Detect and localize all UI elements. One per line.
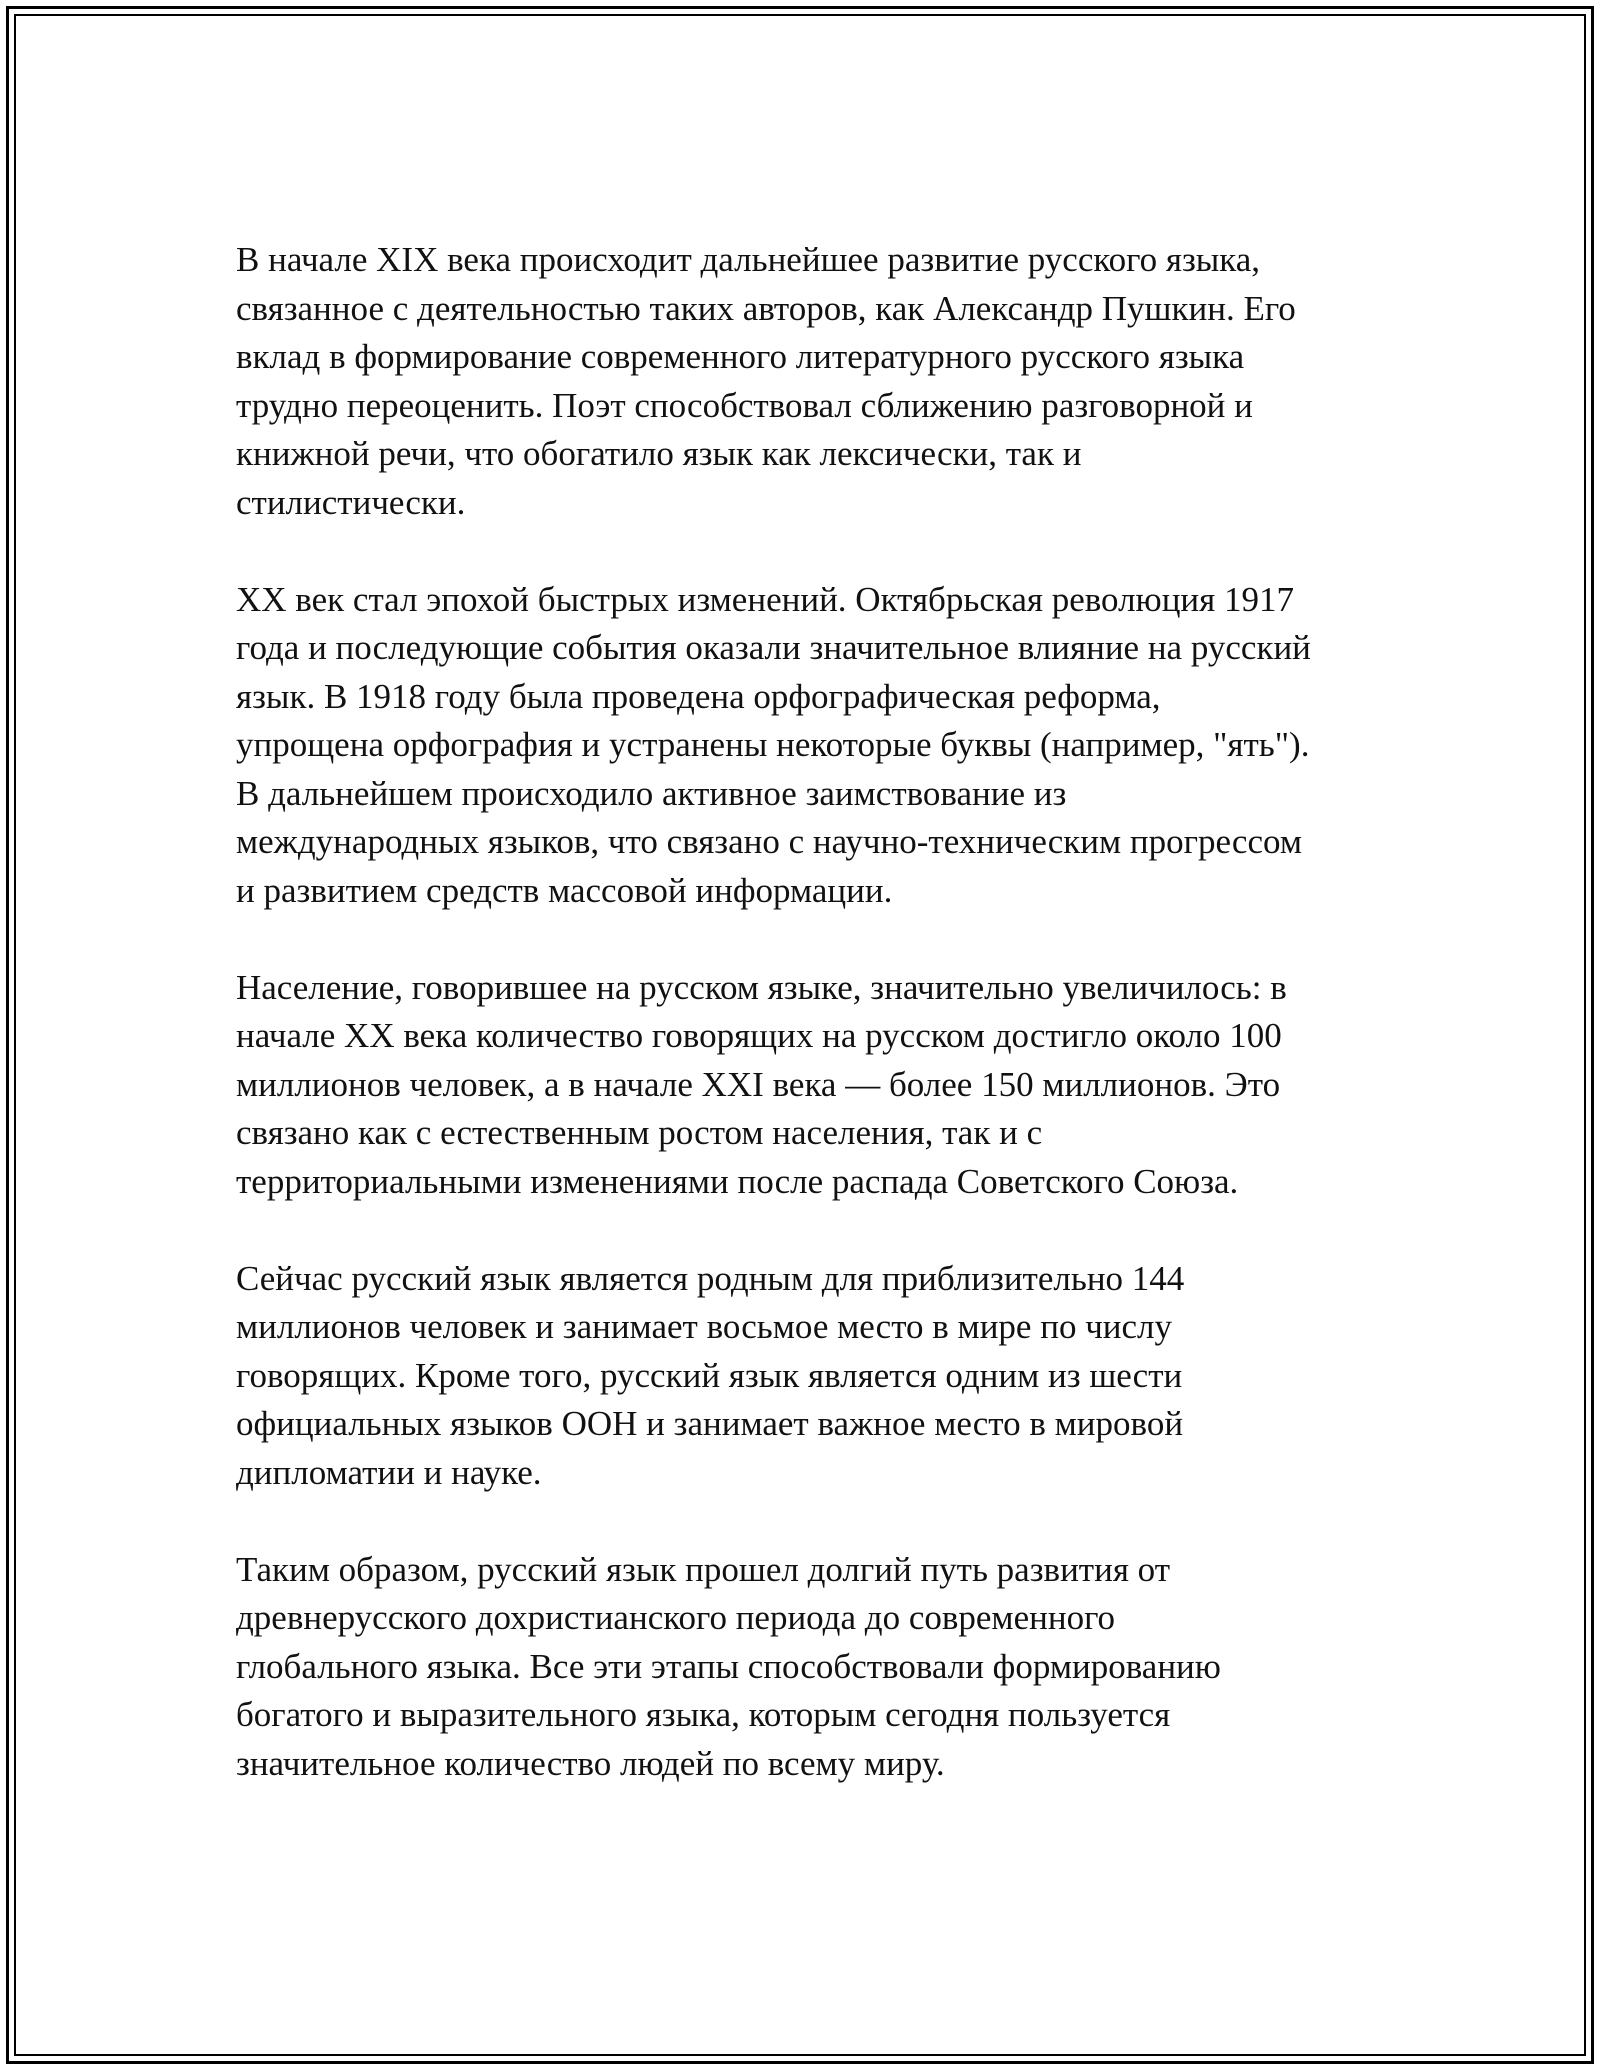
document-body: [236, 236, 1386, 1837]
paragraph-population: Население, говорившее на русском языке, значительно увеличилось: в начале XX века количество говорящих на русском достигло около 100 миллионов человек, а в начале XXI века — более 150 миллионов. Это связано как с естественным ростом населения, так и с территориальными изменениями после распада Советского Союза.: [236, 967, 1287, 1201]
paragraph-twentieth-century: XX век стал эпохой быстрых изменений. Октябрьская революция 1917 года и последующие события оказали значительное влияние на русский язык. В 1918 году была проведена орфографическая реформа, упрощена орфография и устранены некоторые буквы (например, "ять"). В дальнейшем происходило активное заимствование из международных языков, что связано с научно-техническим прогрессом и развитием средств массовой информации.: [236, 579, 1311, 910]
paragraph-current-status: Сейчас русский язык является родным для приблизительно 144 миллионов человек и занимает восьмое место в мире по числу говорящих. Кроме того, русский язык является одним из шести официальных языков ООН и занимает важное место в мировой дипломатии и науке.: [236, 1258, 1185, 1492]
paragraph-conclusion: Таким образом, русский язык прошел долгий путь развития от древнерусского дохристианского периода до современного глобального языка. Все эти этапы способствовали формированию богатого и выразительного языка, которым сегодня пользуется значительное количество людей по всему миру.: [236, 1549, 1221, 1783]
paragraph-pushkin-era: В начале XIX века происходит дальнейшее развитие русского языка, связанное с деятельностью таких авторов, как Александр Пушкин. Его вклад в формирование современного литературного русского языка трудно переоценить. Поэт способствовал сближению разговорной и книжной речи, что обогатило язык как лексически, так и стилистически.: [236, 240, 1296, 522]
